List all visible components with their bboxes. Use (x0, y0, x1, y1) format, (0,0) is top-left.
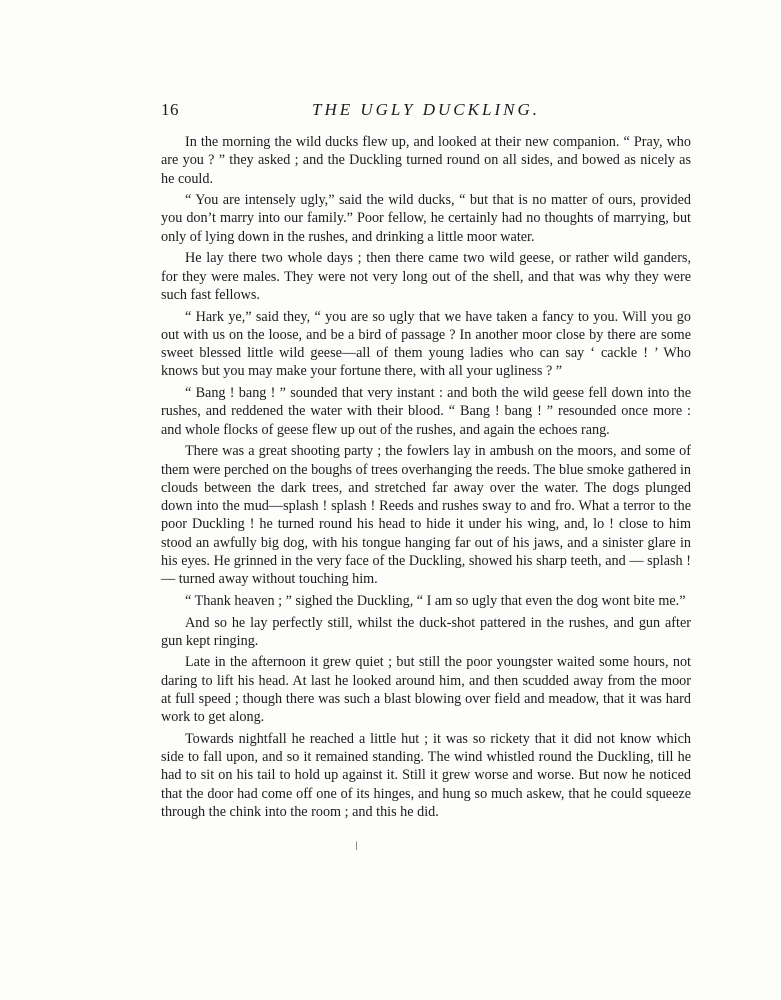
page-number: 16 (161, 100, 179, 119)
paragraph: And so he lay perfectly still, whilst the duck-shot pattered in the rushes, and gun after gun kept ringing. (161, 614, 691, 649)
paragraph: “ You are intensely ugly,” said the wild ducks, “ but that is no matter of ours, provided you don’t marry into our family.” Poor fellow, he certainly had no thoughts of marrying, but only of lying down in the rushes, and drinking a little moor water. (161, 192, 691, 245)
paragraph: He lay there two whole days ; then there came two wild geese, or rather wild ganders, for they were males. They were not very long out of the shell, and that was why they were such fast fellows. (161, 250, 691, 303)
paragraph: Late in the afternoon it grew quiet ; but still the poor youngster waited some hours, not daring to lift his head. At last he looked around him, and then scudded away from the moor at full speed ; though there was such a blast blowing over field and meadow, that it was hard work to get along. (161, 654, 691, 726)
paragraph: “ Bang ! bang ! ” sounded that very instant : and both the wild geese fell down into the rushes, and reddened the water with their blood. “ Bang ! bang ! ” resounded once more : and whole flocks of geese flew up out of the rushes, and again the echoes rang. (161, 385, 691, 438)
body-text (161, 133, 691, 825)
paragraph: Towards nightfall he reached a little hut ; it was so rickety that it did not know which side to fall upon, and so it remained standing. The wind whistled round the Duckling, till he had to sit on his tail to hold up against it. Still it grew worse and worse. But now he noticed that the door had come off one of its hinges, and hung so much askew, that he could squeeze through the chink into the room ; and this he did. (161, 730, 691, 821)
page-header (161, 100, 691, 124)
footer-mark: ǀ (355, 838, 358, 853)
paragraph: In the morning the wild ducks flew up, and looked at their new companion. “ Pray, who are you ? ” they asked ; and the Duckling turned round on all sides, and bowed as nicely as he could. (161, 134, 691, 187)
paragraph: There was a great shooting party ; the fowlers lay in ambush on the moors, and some of them were perched on the boughs of trees overhanging the reeds. The blue smoke gathered in clouds between the dark trees, and stretched far away over the water. The dogs plunged down into the mud—splash ! splash ! Reeds and rushes sway to and fro. What a terror to the poor Duckling ! he turned round his head to hide it under his wing, and, lo ! close to him stood an awfully big dog, with his tongue hanging far out of his jaws, and a sinister glare in his eyes. He grinned in the very face of the Duckling, showed his sharp teeth, and — splash ! — turned away without touching him. (161, 443, 692, 588)
running-title: THE UGLY DUCKLING. (312, 100, 540, 119)
paragraph: “ Thank heaven ; ” sighed the Duckling, “ I am so ugly that even the dog wont bite me.” (185, 592, 686, 609)
paragraph: “ Hark ye,” said they, “ you are so ugly that we have taken a fancy to you. Will you go out with us on the loose, and be a bird of passage ? In another moor close by there are some sweet blessed little wild geese—all of them young ladies who can say ‘ cackle ! ’ Who knows but you may make your fortune there, with all your ugliness ? ” (161, 308, 691, 380)
